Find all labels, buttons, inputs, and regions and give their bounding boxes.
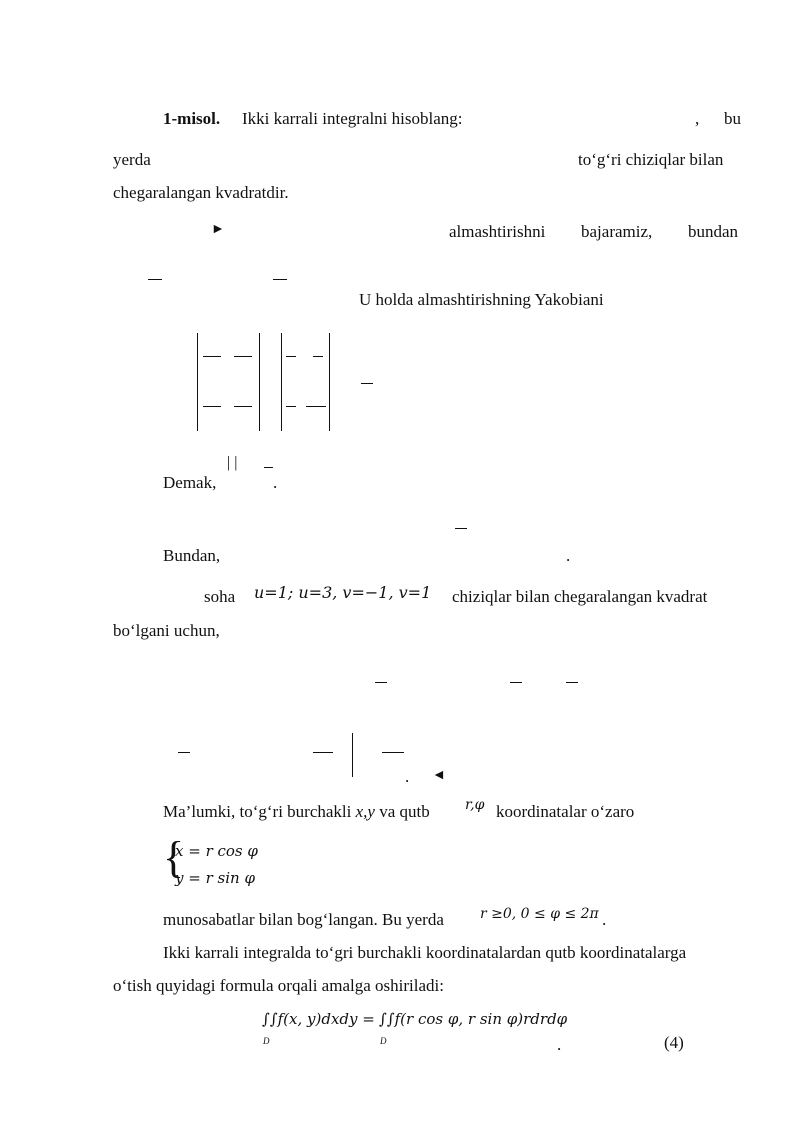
- square-text: chegaralangan kvadratdir.: [113, 183, 289, 202]
- triangle-left-icon: ◄: [432, 768, 446, 783]
- transition-text: Ikki karrali integralda to‘gri burchakli koordinatalardan qutb koordinatalarga: [163, 943, 687, 962]
- fraction-bar: [264, 467, 273, 468]
- word-demak: Demak,: [163, 473, 217, 492]
- formula-right: ∫∫f(r cos φ, r sin φ)rdrdφ: [379, 1010, 568, 1028]
- fraction-bar: [148, 279, 162, 280]
- fraction-bar: [510, 682, 522, 683]
- period: .: [273, 473, 278, 492]
- polar-symbols: r,φ: [465, 797, 485, 813]
- jacobian-text: U holda almashtirishning Yakobiani: [359, 290, 604, 309]
- relation-text: munosabatlar bilan bog‘langan. Bu yerda: [163, 910, 444, 929]
- word-soha: soha: [204, 587, 236, 606]
- fraction-bar: [382, 752, 404, 753]
- fraction-bar: [566, 682, 578, 683]
- fraction-bar: [178, 752, 190, 753]
- comma: ,: [695, 109, 700, 128]
- fraction-bar: [273, 279, 287, 280]
- word-yerda: yerda: [113, 150, 151, 169]
- example-title: 1-misol.: [163, 109, 221, 128]
- word-bundan: bundan: [688, 222, 739, 241]
- system-brace: {: [163, 833, 185, 882]
- abs-bars: | |: [227, 454, 238, 471]
- polar-intro: Ma’lumki, to‘g‘ri burchakli x,y va qutb: [163, 802, 430, 821]
- region-equations: u=1; u=3, v=−1, v=1: [254, 583, 432, 602]
- fraction-bar: [455, 528, 467, 529]
- word-bundan-2: Bundan,: [163, 546, 221, 565]
- fraction-bar: [375, 682, 387, 683]
- polar-intro-tail: koordinatalar o‘zaro: [496, 802, 635, 821]
- period: .: [557, 1035, 562, 1054]
- fraction-bar: [313, 752, 333, 753]
- period: .: [602, 910, 607, 929]
- polar-conditions: r ≥0, 0 ≤ φ ≤ 2π: [480, 906, 599, 922]
- word-bu: bu: [724, 109, 741, 128]
- example-text: Ikki karrali integralni hisoblang:: [242, 109, 463, 128]
- word-bajaramiz: bajaramiz,: [581, 222, 653, 241]
- word-bolgani: bo‘lgani uchun,: [113, 621, 220, 640]
- period: .: [566, 546, 571, 565]
- domain-subscript: D: [380, 1036, 387, 1046]
- word-almashtirishni: almashtirishni: [449, 222, 546, 241]
- equation-number: (4): [664, 1033, 684, 1052]
- lines-tail: to‘g‘ri chiziqlar bilan: [578, 150, 724, 169]
- region-tail: chiziqlar bilan chegaralangan kvadrat: [452, 587, 708, 606]
- system-eq-x: x = r cos φ: [175, 842, 258, 860]
- formula-left: ∫∫f(x, y)dxdy =: [262, 1010, 375, 1028]
- evaluation-bar: [352, 733, 353, 777]
- system-eq-y: y = r sin φ: [175, 869, 255, 887]
- domain-subscript: D: [263, 1036, 270, 1046]
- triangle-right-icon: ►: [211, 222, 225, 237]
- period: .: [405, 767, 410, 786]
- transition-text-2: o‘tish quyidagi formula orqali amalga oshiriladi:: [113, 976, 444, 995]
